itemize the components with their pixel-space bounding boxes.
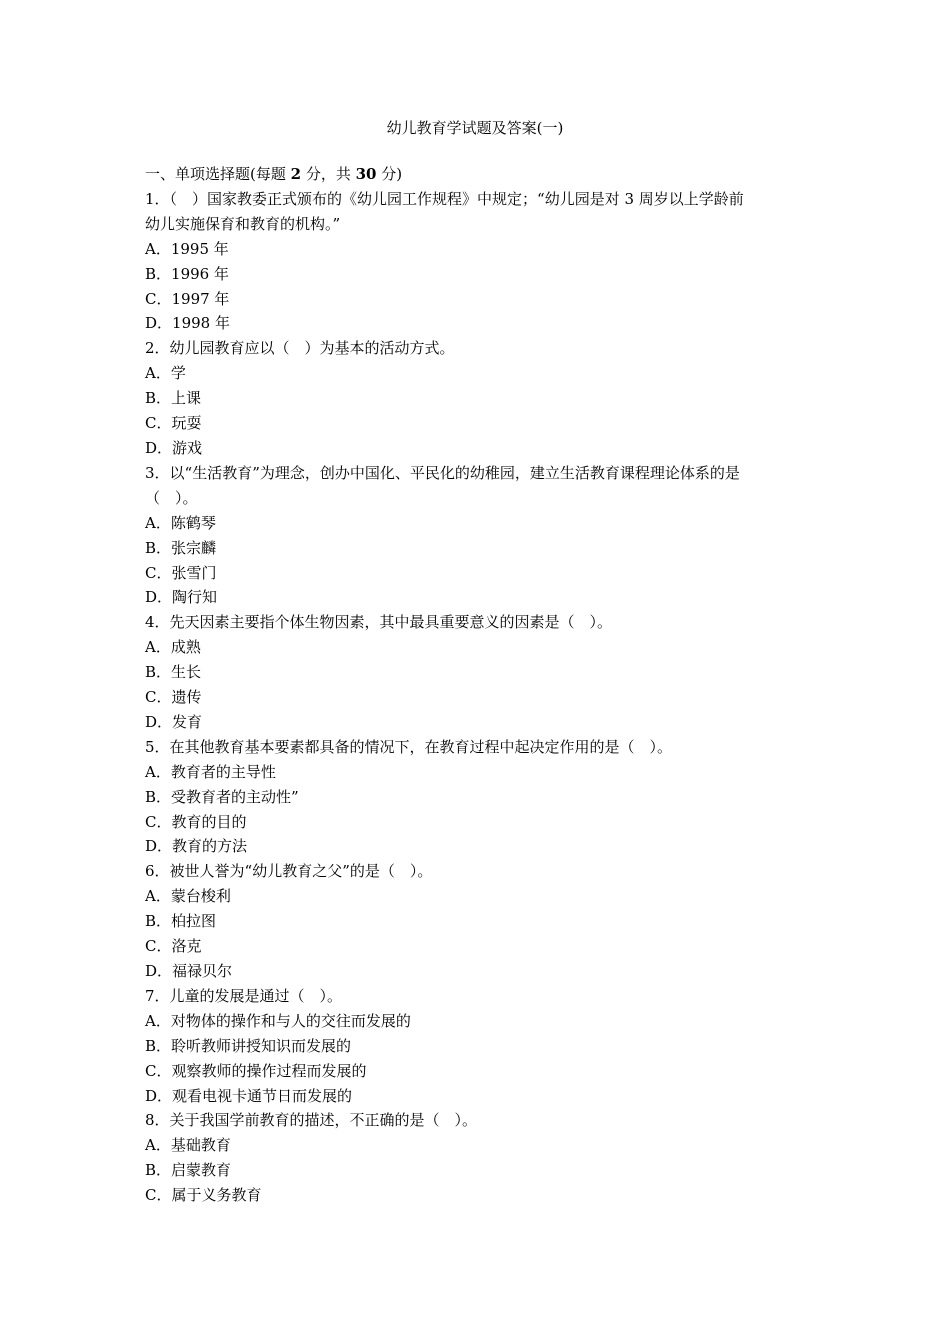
question-stem: 2．幼儿园教育应以（ ）为基本的活动方式。 [145,339,455,358]
option-c: C．教育的目的 [145,812,247,831]
option-d: D．1998 年 [145,314,230,333]
section-heading [145,162,815,187]
question-stem: 8．关于我国学前教育的描述，不正确的是（ ）。 [145,1111,478,1130]
question-stem: 4．先天因素主要指个体生物因素，其中最具重要意义的因素是（ ）。 [145,613,613,632]
option-b: B．张宗麟 [145,538,217,557]
question-stem: 6．被世人誉为“幼儿教育之父”的是（ ）。 [145,862,433,881]
question-stem: 1．（ ）国家教委正式颁布的《幼儿园工作规程》中规定；“幼儿园是对 3 周岁以上学龄前 [145,189,744,208]
question-stem: 5．在其他教育基本要素都具备的情况下，在教育过程中起决定作用的是（ ）。 [145,737,673,756]
question-7 [145,984,815,1109]
option-a: A．陈鹤琴 [145,513,216,532]
option-b: B．上课 [145,389,202,408]
section-heading-text: 分，共 [301,165,356,183]
question-4 [145,610,815,735]
document-body [145,162,815,1208]
total-points: 30 [355,165,377,183]
document-title: 幼儿教育学试题及答案(一) [386,119,564,137]
option-a: A．学 [145,364,186,383]
section-heading-text: 一、单项选择题(每题 [145,165,291,183]
option-c: C．张雪门 [145,563,217,582]
option-d: D．观看电视卡通节日而发展的 [145,1086,353,1105]
option-b: B．柏拉图 [145,912,217,931]
option-b: B．1996 年 [145,264,229,283]
question-stem: 7．儿童的发展是通过（ ）。 [145,986,343,1005]
option-d: D．教育的方法 [145,837,248,856]
question-3 [145,461,815,610]
option-d: D．福禄贝尔 [145,962,233,980]
option-c: C．观察教师的操作过程而发展的 [145,1061,367,1080]
question-stem: 3．以“生活教育”为理念，创办中国化、平民化的幼稚园，建立生活教育课程理论体系的是 [145,463,740,482]
option-b: B．启蒙教育 [145,1161,232,1180]
option-c: C．洛克 [145,937,202,956]
option-a: A．1995 年 [145,239,229,258]
points-per-question: 2 [290,165,302,183]
option-b: B．生长 [145,663,202,682]
question-8 [145,1108,815,1208]
option-a: A．成熟 [145,638,201,657]
section-heading-text: 分) [376,165,403,183]
option-a: A．基础教育 [145,1136,231,1155]
option-c: C．1997 年 [145,289,230,308]
question-1 [145,187,815,336]
option-b: B．聆听教师讲授知识而发展的 [145,1036,352,1055]
option-c: C．遗传 [145,688,202,707]
option-d: D．发育 [145,712,203,731]
option-a: A．对物体的操作和与人的交往而发展的 [145,1011,411,1030]
option-c: C．玩耍 [145,414,202,433]
question-stem: （ ）。 [145,488,198,507]
question-2 [145,336,815,461]
option-d: D．陶行知 [145,588,218,607]
question-5 [145,735,815,860]
question-stem: 幼儿实施保育和教育的机构。” [145,214,341,233]
option-a: A．蒙台梭利 [145,887,231,906]
option-d: D．游戏 [145,438,203,457]
option-c: C．属于义务教育 [145,1186,262,1205]
question-6 [145,859,815,984]
option-a: A．教育者的主导性 [145,762,276,781]
option-b: B．受教育者的主动性” [145,787,299,806]
